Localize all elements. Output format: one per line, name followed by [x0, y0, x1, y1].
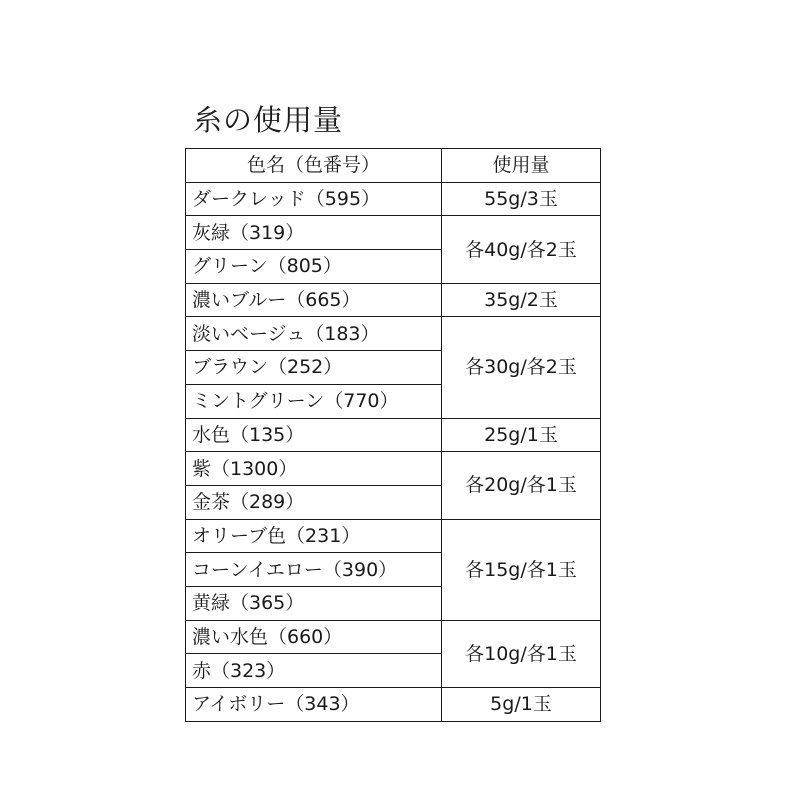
yarn-color-name-cell: アイボリー（343）	[186, 688, 442, 722]
yarn-color-name-cell: コーンイエロー（390）	[186, 553, 442, 587]
table-row	[186, 182, 601, 216]
yarn-amount-cell: 各40g/各2玉	[442, 216, 601, 283]
table-row	[186, 519, 601, 553]
table-header	[186, 149, 601, 183]
yarn-amount-cell: 55g/3玉	[442, 182, 601, 216]
yarn-color-name-cell: 紫（1300）	[186, 452, 442, 486]
yarn-color-name-cell: ダークレッド（595）	[186, 182, 442, 216]
header-row	[186, 149, 601, 183]
yarn-color-name-cell: オリーブ色（231）	[186, 519, 442, 553]
yarn-color-name-cell: 黄緑（365）	[186, 586, 442, 620]
yarn-amount-cell: 25g/1玉	[442, 418, 601, 452]
yarn-amount-cell: 各15g/各1玉	[442, 519, 601, 620]
yarn-amount-cell: 各10g/各1玉	[442, 620, 601, 687]
yarn-color-name-cell: 水色（135）	[186, 418, 442, 452]
yarn-color-name-cell: ブラウン（252）	[186, 351, 442, 385]
table-body	[186, 182, 601, 721]
table-row	[186, 317, 601, 351]
yarn-amount-cell: 35g/2玉	[442, 283, 601, 317]
yarn-color-name-cell: 赤（323）	[186, 654, 442, 688]
yarn-color-name-cell: 灰緑（319）	[186, 216, 442, 250]
table-row	[186, 620, 601, 654]
yarn-color-name-cell: 金茶（289）	[186, 485, 442, 519]
yarn-amount-cell: 5g/1玉	[442, 688, 601, 722]
table-row	[186, 418, 601, 452]
yarn-color-name-cell: グリーン（805）	[186, 250, 442, 284]
yarn-usage-table	[185, 148, 601, 722]
yarn-amount-cell: 各20g/各1玉	[442, 452, 601, 519]
yarn-color-name-cell: ミントグリーン（770）	[186, 384, 442, 418]
table-row	[186, 688, 601, 722]
table-row	[186, 216, 601, 250]
page-title: 糸の使用量	[193, 103, 344, 137]
table-row	[186, 452, 601, 486]
table-row	[186, 283, 601, 317]
yarn-color-name-cell: 淡いベージュ（183）	[186, 317, 442, 351]
usage-amount-column-header: 使用量	[442, 149, 601, 183]
yarn-color-name-cell: 濃いブルー（665）	[186, 283, 442, 317]
yarn-amount-cell: 各30g/各2玉	[442, 317, 601, 418]
yarn-color-name-cell: 濃い水色（660）	[186, 620, 442, 654]
color-name-column-header: 色名（色番号）	[186, 149, 442, 183]
